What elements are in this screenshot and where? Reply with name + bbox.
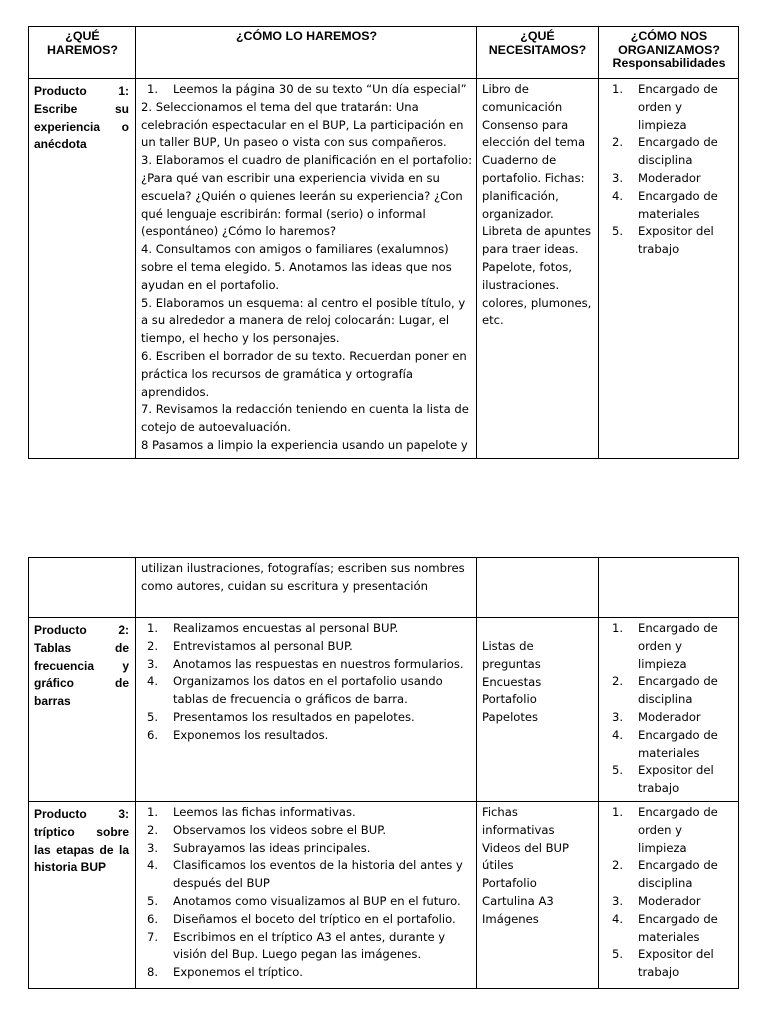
plan-table-page-1 [28, 26, 739, 459]
step-text: Clasificamos los eventos de la historia del antes y después del BUP [173, 858, 463, 891]
responsibility-item [604, 170, 734, 188]
step-item: 5. Elaboramos un esquema: al centro el posible título, y a su alrededor a manera de reloj colocarán: Lugar, el tiempo, el hecho y los personajes. [141, 295, 466, 346]
step-item [141, 727, 472, 745]
step-text: Presentamos los resultados en papelotes. [173, 709, 415, 724]
step-item [141, 656, 472, 674]
header-responsabilidades-text: Responsabilidades [612, 56, 726, 70]
producto-2-steps [136, 618, 477, 802]
header-necesitamos [477, 27, 599, 79]
step-text: Leemos las fichas informativas. [173, 805, 356, 819]
step-item: 2. Seleccionamos el tema del que tratarán: Una celebración espectacular en el BUP, La participación en un taller BUP, Un paseo o vista con sus compañeros. [141, 99, 464, 150]
producto-3-steps [136, 802, 477, 989]
step-text: Organizamos los datos en el portafolio usando tablas de frecuencia o gráficos de barra. [173, 674, 443, 707]
step-number: 4. [147, 858, 159, 873]
responsibility-number: 5. [612, 763, 624, 778]
responsibility-item [604, 727, 734, 763]
material-item: Encuestas [482, 674, 542, 689]
responsibility-text: Encargado de disciplina [638, 858, 718, 891]
step-item: 7. Revisamos la redacción teniendo en cuenta la lista de cotejo de autoevaluación. [141, 402, 469, 435]
responsibility-number: 5. [612, 224, 624, 239]
responsibility-item [604, 893, 734, 911]
header-como-text: ¿CÓMO LO HAREMOS? [235, 29, 378, 43]
producto-1-steps [136, 79, 477, 459]
step-number: 3. [147, 840, 159, 855]
step-text: Anotamos las respuestas en nuestros formularios. [173, 656, 464, 671]
step-item [141, 822, 472, 840]
empty-cell [477, 558, 599, 618]
step-text: Subrayamos las ideas principales. [173, 840, 371, 855]
responsibility-item [604, 188, 734, 224]
producto-2-row [29, 618, 739, 802]
producto-1-continuation: utilizan ilustraciones, fotografías; escriben sus nombres como autores, cuidan su escritura y presentación [136, 558, 477, 618]
step-number: 6. [147, 911, 159, 926]
producto-3-row [29, 802, 739, 989]
producto-1-row [29, 79, 739, 459]
step-item [141, 857, 472, 893]
responsibility-item [604, 709, 734, 727]
responsibility-number: 4. [612, 911, 624, 926]
step-item [141, 840, 472, 858]
responsibility-number: 1. [612, 805, 624, 819]
plan-table-page-2 [28, 557, 739, 989]
producto-1-materials: Libro de comunicación Consenso para elección del tema Cuaderno de portafolio. Fichas: planificación, organizador. Libreta de apuntes para traer ideas. Papelote, fotos, ilustraciones. colores, plumones, etc. [477, 79, 599, 459]
material-item: Cartulina A3 [482, 893, 554, 908]
header-que [29, 27, 136, 79]
step-number: 3. [147, 656, 159, 671]
producto-1-responsibilities [599, 79, 739, 459]
header-que-text: ¿QUÉ HAREMOS? [47, 29, 118, 57]
step-number: 1. [147, 621, 159, 635]
step-item: 6. Escriben el borrador de su texto. Recuerdan poner en práctica los recursos de gramática y ortografía aprendidos. [141, 348, 467, 399]
material-item: Listas de preguntas [482, 639, 541, 671]
step-text: Exponemos el tríptico. [173, 965, 303, 980]
responsibility-number: 5. [612, 947, 624, 962]
step-number: 7. [147, 929, 159, 944]
responsibility-item [604, 911, 734, 947]
producto-1-title: Producto 1: Escribe su experiencia o anécdota [29, 79, 136, 459]
material-item: Papelotes [482, 710, 539, 725]
responsibility-item [604, 762, 734, 798]
step-item: 3. Elaboramos el cuadro de planificación en el portafolio: ¿Para qué van escribir una experiencia vivida en su escuela? ¿Quién o quienes leerán su experiencia? ¿Con qué lenguaje escribirán: formal (serio) o informal (espontáneo) ¿Cómo lo haremos? [141, 153, 472, 239]
responsibility-number: 4. [612, 727, 624, 742]
responsibility-text: Encargado de materiales [638, 727, 718, 760]
step-number: 5. [147, 893, 159, 908]
producto-3-responsibilities [599, 802, 739, 989]
step-item [141, 911, 472, 929]
responsibility-text: Encargado de disciplina [638, 674, 718, 707]
step-item [141, 893, 472, 911]
step-number: 2. [147, 822, 159, 837]
step-text: Anotamos como visualizamos al BUP en el futuro. [173, 893, 461, 908]
empty-cell [29, 558, 136, 618]
header-row [29, 27, 739, 79]
responsibility-number: 1. [612, 82, 624, 96]
producto-3-title: Producto 3: tríptico sobre las etapas de la historia BUP [29, 802, 136, 989]
step-number: 2. [147, 638, 159, 653]
step-item [141, 638, 472, 656]
step-text: Diseñamos el boceto del tríptico en el portafolio. [173, 911, 456, 926]
producto-3-materials [477, 802, 599, 989]
responsibility-item [604, 946, 734, 982]
step-item [141, 929, 472, 965]
responsibility-item [604, 81, 734, 134]
responsibility-number: 2. [612, 135, 624, 150]
responsibility-item [604, 804, 734, 857]
responsibility-item [604, 134, 734, 170]
responsibility-text: Encargado de orden y limpieza [638, 805, 718, 855]
header-como [136, 27, 477, 79]
responsibility-text: Moderador [638, 709, 701, 724]
step-item: 8 Pasamos a limpio la experiencia usando un papelote y [141, 437, 468, 452]
step-item [141, 964, 472, 982]
producto-2-responsibilities [599, 618, 739, 802]
responsibility-text: Expositor del trabajo [638, 947, 714, 980]
header-organizamos-text: ¿CÓMO NOS ORGANIZAMOS? [618, 29, 720, 57]
step-number: 8. [147, 965, 159, 980]
step-text: Realizamos encuestas al personal BUP. [173, 621, 399, 635]
material-item: Portafolio [482, 692, 537, 707]
responsibility-item [604, 223, 734, 259]
material-item: Portafolio [482, 876, 537, 891]
responsibility-item [604, 620, 734, 673]
step-item: 4. Consultamos con amigos o familiares (exalumnos) sobre el tema elegido. 5. Anotamos las ideas que nos ayudan en el portafolio. [141, 242, 452, 292]
step-text: Observamos los videos sobre el BUP. [173, 822, 387, 837]
responsibility-text: Expositor del trabajo [638, 224, 714, 257]
responsibility-text: Encargado de materiales [638, 911, 718, 944]
step-item [141, 709, 472, 727]
responsibility-text: Moderador [638, 170, 701, 185]
step-item [141, 620, 472, 638]
responsibility-number: 1. [612, 621, 624, 635]
empty-cell [599, 558, 739, 618]
step-text: Leemos la página 30 de su texto “Un día especial” [173, 82, 467, 96]
producto-1-continuation-row [29, 558, 739, 618]
step-item [141, 804, 472, 822]
header-organizamos [599, 27, 739, 79]
responsibility-number: 3. [612, 709, 624, 724]
responsibility-item [604, 673, 734, 709]
producto-2-title: Producto 2: Tablas de frecuencia y gráfico de barras [29, 618, 136, 802]
step-item [141, 673, 472, 709]
responsibility-text: Encargado de materiales [638, 188, 718, 221]
material-item: Videos del BUP útiles [482, 840, 570, 873]
step-number: 4. [147, 674, 159, 689]
responsibility-number: 3. [612, 170, 624, 185]
producto-2-materials [477, 618, 599, 802]
header-necesitamos-text: ¿QUÉ NECESITAMOS? [488, 29, 587, 57]
responsibility-item [604, 857, 734, 893]
step-text: Exponemos los resultados. [173, 727, 329, 742]
responsibility-number: 2. [612, 858, 624, 873]
responsibility-text: Moderador [638, 893, 701, 908]
step-number: 5. [147, 709, 159, 724]
responsibility-text: Encargado de orden y limpieza [638, 621, 718, 671]
step-item [141, 81, 472, 99]
responsibility-number: 4. [612, 188, 624, 203]
responsibility-text: Encargado de orden y limpieza [638, 82, 718, 132]
step-text: Entrevistamos al personal BUP. [173, 638, 353, 653]
step-text: Escribimos en el tríptico A3 el antes, durante y visión del Bup. Luego pegan las imágenes. [173, 929, 446, 962]
responsibility-number: 3. [612, 893, 624, 908]
step-number: 1. [147, 805, 159, 819]
material-item: Imágenes [482, 911, 539, 926]
responsibility-text: Expositor del trabajo [638, 763, 714, 796]
material-item: Fichas informativas [482, 805, 555, 837]
responsibility-number: 2. [612, 674, 624, 689]
responsibility-text: Encargado de disciplina [638, 135, 718, 168]
step-number: 1. [147, 82, 159, 96]
step-number: 6. [147, 727, 159, 742]
